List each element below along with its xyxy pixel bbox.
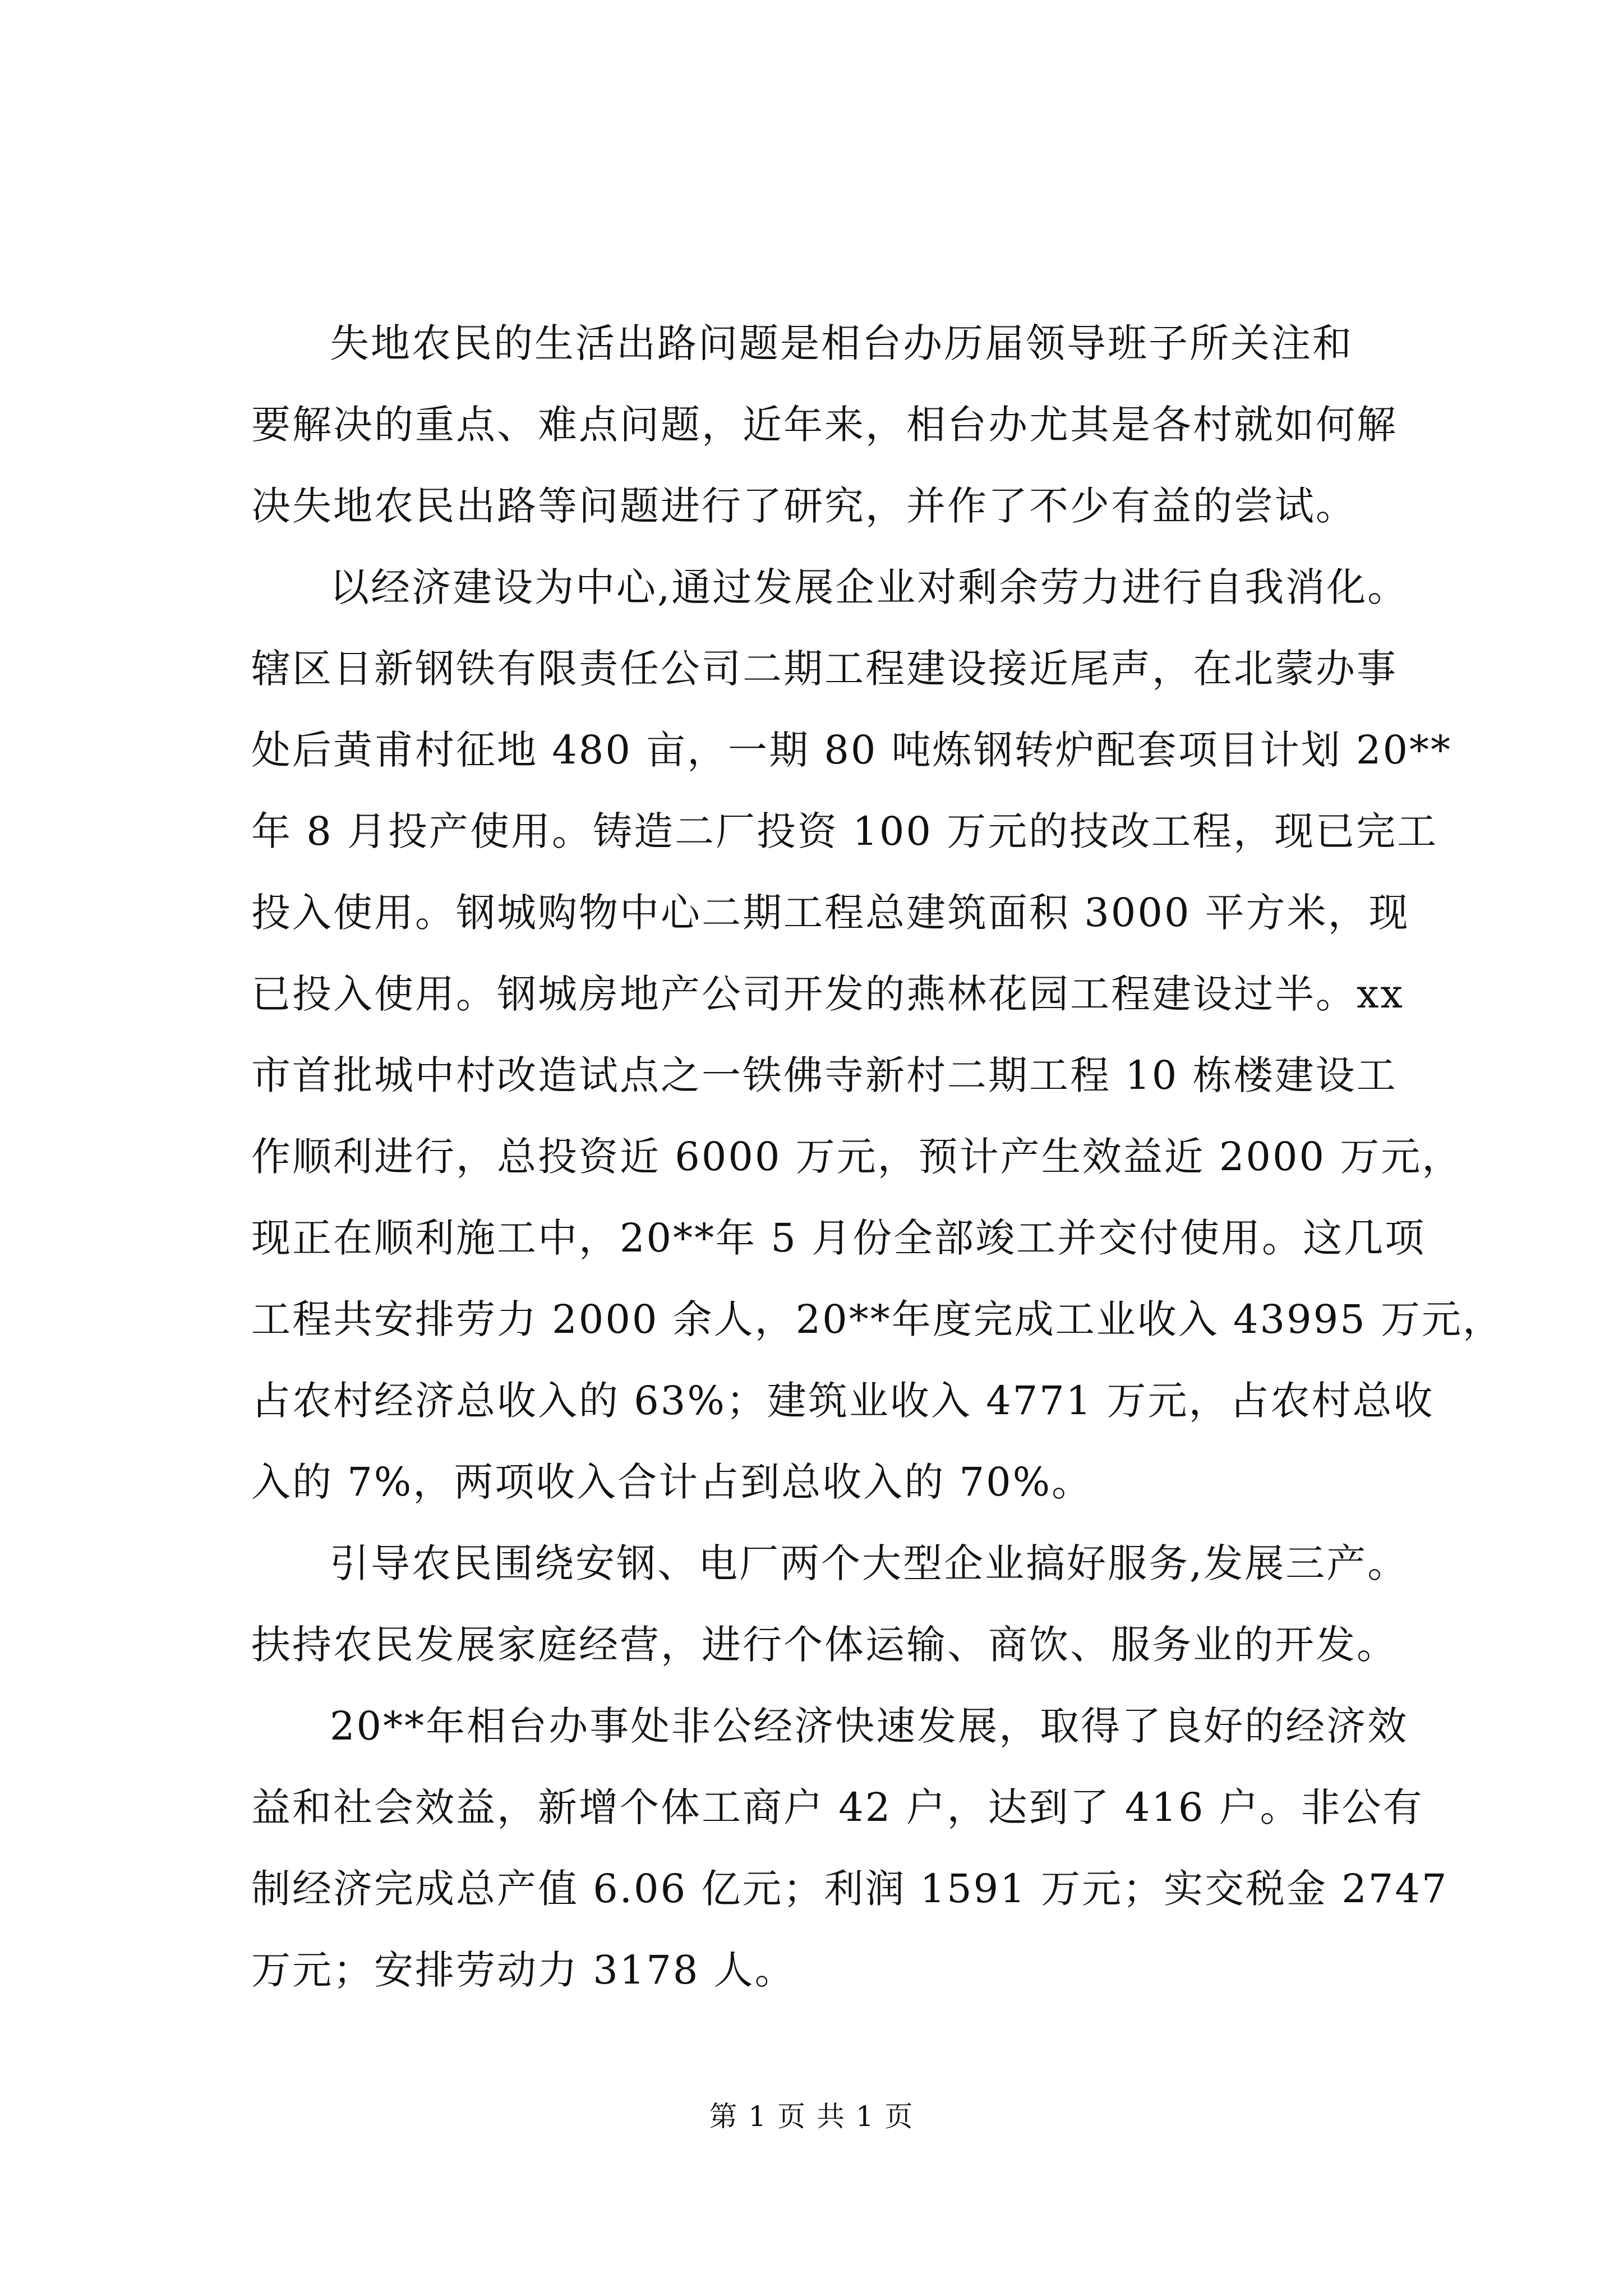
paragraph-line: 要解决的重点、难点问题，近年来，相台办尤其是各村就如何解	[251, 402, 1398, 448]
paragraph-line: 现正在顺利施工中，20**年 5 月份全部竣工并交付使用。这几项	[251, 1215, 1426, 1261]
paragraph-line: 20**年相台办事处非公经济快速发展，取得了良好的经济效	[330, 1703, 1409, 1749]
paragraph-non-public-economy	[251, 1686, 1449, 2011]
paragraph-line: 决失地农民出路等问题进行了研究，并作了不少有益的尝试。	[251, 483, 1357, 529]
paragraph-line: 工程共安排劳力 2000 余人，20**年度完成工业收入 43995 万元，	[251, 1296, 1504, 1342]
paragraph-line: 扶持农民发展家庭经营，进行个体运输、商饮、服务业的开发。	[251, 1622, 1398, 1668]
paragraph-line: 以经济建设为中心,通过发展企业对剩余劳力进行自我消化。	[330, 564, 1409, 610]
paragraph-line: 引导农民围绕安钢、电厂两个大型企业搞好服务,发展三产。	[330, 1540, 1409, 1586]
paragraph-line: 占农村经济总收入的 63%；建筑业收入 4771 万元，占农村总收	[251, 1378, 1435, 1424]
paragraph-line: 制经济完成总产值 6.06 亿元；利润 1591 万元；实交税金 2747	[251, 1866, 1449, 1912]
paragraph-land-loss-farmers	[251, 303, 1415, 547]
page-footer	[0, 2097, 1623, 2136]
paragraph-economic-construction	[251, 547, 1504, 1523]
paragraph-line: 益和社会效益，新增个体工商户 42 户，达到了 416 户。非公有	[251, 1784, 1424, 1830]
paragraph-line: 入的 7%，两项收入合计占到总收入的 70%。	[251, 1459, 1093, 1505]
page-number: 第 1 页 共 1 页	[709, 2100, 914, 2133]
paragraph-line: 处后黄甫村征地 480 亩，一期 80 吨炼钢转炉配套项目计划 20**	[251, 727, 1453, 773]
paragraph-line: 市首批城中村改造试点之一铁佛寺新村二期工程 10 栋楼建设工	[251, 1052, 1398, 1098]
document-body	[251, 303, 1504, 2011]
paragraph-line: 辖区日新钢铁有限责任公司二期工程建设接近尾声，在北蒙办事	[251, 646, 1398, 692]
paragraph-line: 已投入使用。钢城房地产公司开发的燕林花园工程建设过半。xx	[251, 971, 1404, 1017]
paragraph-line: 作顺利进行，总投资近 6000 万元，预计产生效益近 2000 万元，	[251, 1134, 1463, 1180]
paragraph-line: 失地农民的生活出路问题是相台办历届领导班子所关注和	[330, 320, 1353, 366]
paragraph-line: 投入使用。钢城购物中心二期工程总建筑面积 3000 平方米，现	[251, 890, 1410, 936]
paragraph-line: 年 8 月投产使用。铸造二厂投资 100 万元的技改工程，现已完工	[251, 808, 1438, 854]
paragraph-line: 万元；安排劳动力 3178 人。	[251, 1947, 796, 1993]
paragraph-service-industry	[251, 1523, 1415, 1686]
